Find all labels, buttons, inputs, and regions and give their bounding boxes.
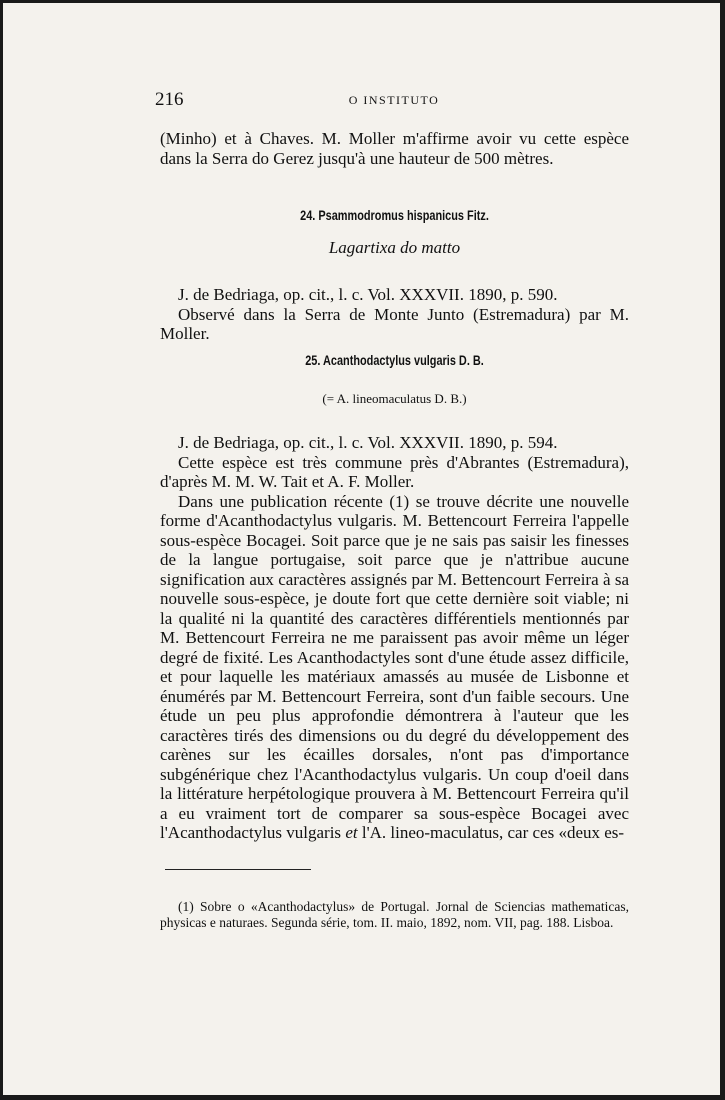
footnote-text: (1) Sobre o «Acanthodactylus» de Portugal. Jornal de Sciencias mathematicas, physicas e naturaes. Segunda série, tom. II. maio, 1892, nom. VII, pag. 188. Lisboa. [160, 899, 629, 930]
intro-paragraph-block [160, 129, 629, 168]
discussion-text-part-1: Dans une publication récente (1) se trouve décrite une nouvelle forme d'Acanthodactylus vulgaris. M. Bettencourt Ferreira l'appelle sous-espèce Bocagei. Soit parce que je ne sais pas saisir les finesses de la langue portugaise, soit parce que je n'attribue aucune signification aux caractères assignés par M. Bettencourt Ferreira à sa nouvelle sous-espèce, je doute fort que cette dernière soit viable; ni la qualité ni la quantité des caractères différentiels mentionnés par M. Bettencourt Ferreira ne me paraissent pas avoir même un léger degré de fixité. Les Acanthodactyles sont d'une étude assez difficile, et pour laquelle les matériaux amassés au musée de Lisbonne et énumérés par M. Bettencourt Ferreira, sont d'un faible secours. Une étude un peu plus approfondie démontrera à l'auteur que les caractères tirés des dimensions ou du degré du développement des carènes sur les écailles dorsales, n'ont pas d'importance subgénérique chez l'Acanthodactylus vulgaris. Un coup d'oeil dans la littérature herpétologique prouvera à M. Bettencourt Ferreira qu'il a eu vraiment tort de comparer sa sous-espèce Bocagei avec l'Acanthodactylus vulgaris [160, 491, 629, 842]
species-25-observation: Cette espèce est très commune près d'Abrantes (Estremadura), d'après M. M. W. Tait et A. F. Moller. [160, 452, 629, 491]
species-25-heading: 25. Acanthodactylus vulgaris D. B. [305, 352, 484, 368]
footnote [160, 899, 629, 931]
intro-paragraph: (Minho) et à Chaves. M. Moller m'affirme avoir vu cette espèce dans la Serra do Gerez jusqu'à une hauteur de 500 mètres. [160, 129, 629, 168]
species-24-observation: Observé dans la Serra de Monte Junto (Estremadura) par M. Moller. [160, 304, 629, 343]
species-25-text [160, 433, 629, 843]
species-24-text [160, 285, 629, 344]
species-25-reference: J. de Bedriaga, op. cit., l. c. Vol. XXXVII. 1890, p. 594. [178, 433, 558, 452]
scanned-page [3, 3, 720, 1095]
discussion-text-part-2: l'A. lineo-maculatus, car ces «deux es- [361, 823, 625, 842]
species-24-heading: 24. Psammodromus hispanicus Fitz. [300, 207, 489, 223]
footnote-separator [165, 869, 311, 870]
running-title: O INSTITUTO [348, 93, 440, 107]
page-number: 216 [155, 89, 184, 110]
species-24-vernacular: Lagartixa do matto [328, 238, 461, 257]
page-header [155, 89, 633, 113]
species-24-reference: J. de Bedriaga, op. cit., l. c. Vol. XXXVII. 1890, p. 590. [178, 285, 558, 304]
page-content [3, 3, 720, 1095]
discussion-italic-word: et [345, 823, 358, 842]
species-25-discussion [160, 492, 629, 843]
species-25-synonym: (= A. lineomaculatus D. B.) [322, 391, 467, 406]
